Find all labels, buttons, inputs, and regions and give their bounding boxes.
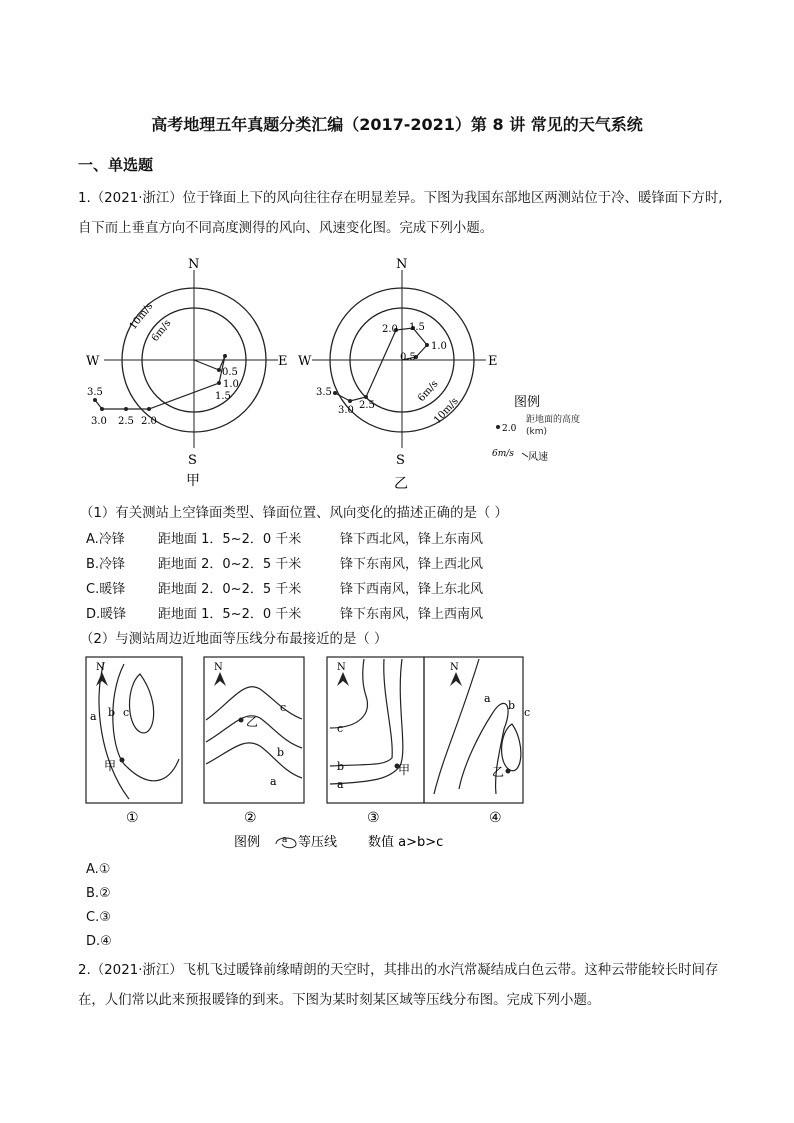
legend-point-dot — [496, 425, 500, 429]
map-legend-values: 数值 a>b>c — [368, 835, 444, 850]
compass-n-jia: N — [188, 257, 200, 272]
yi-label-3-5: 3.5 — [316, 387, 332, 398]
map-4-iso-a: a — [484, 692, 491, 705]
legend-point-desc: 距地面的高度(km) — [526, 415, 581, 437]
yi-label-1-5: 1.5 — [409, 322, 425, 333]
map-legend-label: 图例 — [234, 835, 261, 850]
map-3-iso-c: c — [337, 722, 344, 735]
question-2-stem: 2.（2021·浙江）飞机飞过暖锋前缘晴朗的天空时，其排出的水汽常凝结成白色云带。这种云带能较长时间存在，人们常以此来预报暖锋的到来。下图为某时刻某区域等压线分布图。完成下列小题。 — [78, 963, 719, 1008]
map-4-number: ④ — [489, 810, 502, 826]
wind-profile-figure — [82, 250, 602, 495]
map-4-iso-c: c — [524, 706, 531, 719]
compass-w-jia: W — [86, 354, 100, 369]
option-a-type: A.冷锋 — [86, 532, 125, 547]
yi-label-3-0: 3.0 — [338, 405, 354, 416]
option-c-position: 距地面 2．0~2．5 千米 — [158, 582, 302, 597]
map-legend-symbol: a — [282, 835, 288, 845]
jia-label-2-5: 2.5 — [118, 416, 134, 427]
map-2-number: ② — [244, 810, 257, 826]
map-1-north: N — [96, 662, 105, 673]
map-4-iso-b: b — [508, 699, 516, 712]
option-d-position: 距地面 1．5~2．0 千米 — [158, 607, 302, 622]
legend-title: 图例 — [514, 395, 541, 410]
yi-label-1-0: 1.0 — [431, 341, 447, 352]
map-3-iso-a: a — [337, 778, 344, 791]
answer-d[interactable]: D.④ — [86, 934, 112, 949]
option-b-type: B.冷锋 — [86, 557, 126, 572]
legend-speed-value: 6m/s — [492, 449, 514, 459]
map-2-station: 乙 — [246, 715, 259, 729]
map-4-station: 乙 — [492, 765, 505, 779]
compass-s-yi: S — [396, 453, 405, 468]
sub-question-1-stem: （1）有关测站上空锋面类型、锋面位置、风向变化的描述正确的是（ ） — [80, 506, 508, 521]
option-d-type: D.暖锋 — [86, 607, 127, 622]
sub-question-2-stem: （2）与测站周边近地面等压线分布最接近的是（ ） — [80, 632, 388, 647]
map-4-frame — [424, 657, 523, 803]
option-a-wind: 锋下西北风，锋上东南风 — [340, 532, 484, 547]
option-a-position: 距地面 1．5~2．0 千米 — [158, 532, 302, 547]
compass-e-yi: E — [488, 354, 498, 369]
map-1-number: ① — [126, 810, 139, 826]
jia-label-3-5: 3.5 — [87, 387, 103, 398]
ring-inner-label-yi: 6m/s — [416, 378, 441, 405]
legend-speed-desc: 风速 — [528, 452, 548, 463]
compass-s-jia: S — [188, 453, 197, 468]
map-3-north: N — [337, 662, 346, 673]
ring-inner-label-jia: 6m/s — [149, 317, 174, 344]
station-yi-label: 乙 — [394, 476, 408, 492]
answer-b[interactable]: B.② — [86, 886, 111, 901]
map-1-station: 甲 — [104, 759, 117, 773]
jia-label-2-0: 2.0 — [141, 416, 157, 427]
option-d-wind: 锋下东南风，锋上西南风 — [340, 607, 484, 622]
ring-outer-label-jia: 10m/s — [127, 300, 156, 332]
map-1-iso-a: a — [90, 710, 97, 723]
question-1-stem: 1.（2021·浙江）位于锋面上下的风向往往存在明显差异。下图为我国东部地区两测站位于冷、暖锋面下方时,自下而上垂直方向不同高度测得的风向、风速变化图。完成下列小题。 — [78, 191, 723, 236]
jia-wind-path — [95, 356, 225, 409]
jia-label-3-0: 3.0 — [91, 416, 107, 427]
yi-label-2-0: 2.0 — [382, 324, 398, 335]
page-title: 高考地理五年真题分类汇编（2017-2021）第 8 讲 常见的天气系统 — [151, 115, 643, 134]
station-yi-diagram — [312, 270, 486, 448]
yi-label-2-5: 2.5 — [359, 400, 375, 411]
compass-e-jia: E — [278, 354, 288, 369]
legend-point-value: 2.0 — [502, 424, 517, 434]
jia-label-1-0: 1.0 — [223, 379, 239, 390]
jia-points — [93, 354, 227, 411]
option-b-position: 距地面 2．0~2．5 千米 — [158, 557, 302, 572]
compass-w-yi: W — [298, 354, 312, 369]
jia-label-0-5: 0.5 — [222, 367, 238, 378]
map-2-iso-c: c — [280, 701, 287, 714]
map-4-north: N — [450, 662, 459, 673]
section-heading: 一、单选题 — [78, 156, 154, 174]
answer-a[interactable]: A.① — [86, 862, 111, 877]
compass-n-yi: N — [396, 257, 408, 272]
isobar-maps-figure — [84, 654, 531, 850]
map-3-number: ③ — [367, 810, 380, 826]
ring-outer-label-yi: 10m/s — [432, 395, 461, 427]
map-2-iso-b: b — [277, 746, 285, 759]
map-1-iso-c: c — [123, 706, 130, 719]
map-2-north: N — [214, 662, 223, 673]
yi-wind-path — [335, 328, 427, 401]
jia-label-1-5: 1.5 — [215, 391, 231, 402]
option-c-type: C.暖锋 — [86, 582, 126, 597]
station-jia-label: 甲 — [186, 473, 200, 489]
option-b-wind: 锋下东南风，锋上西北风 — [340, 557, 484, 572]
map-2-iso-a: a — [270, 775, 277, 788]
map-1-iso-b: b — [108, 706, 116, 719]
map-legend-iso-label: 等压线 — [298, 835, 338, 850]
map-3-station: 甲 — [398, 763, 411, 777]
map-3-iso-b: b — [337, 760, 345, 773]
option-c-wind: 锋下西南风，锋上东北风 — [340, 582, 484, 597]
yi-label-0-5: 0.5 — [400, 352, 416, 363]
answer-c[interactable]: C.③ — [86, 910, 111, 925]
